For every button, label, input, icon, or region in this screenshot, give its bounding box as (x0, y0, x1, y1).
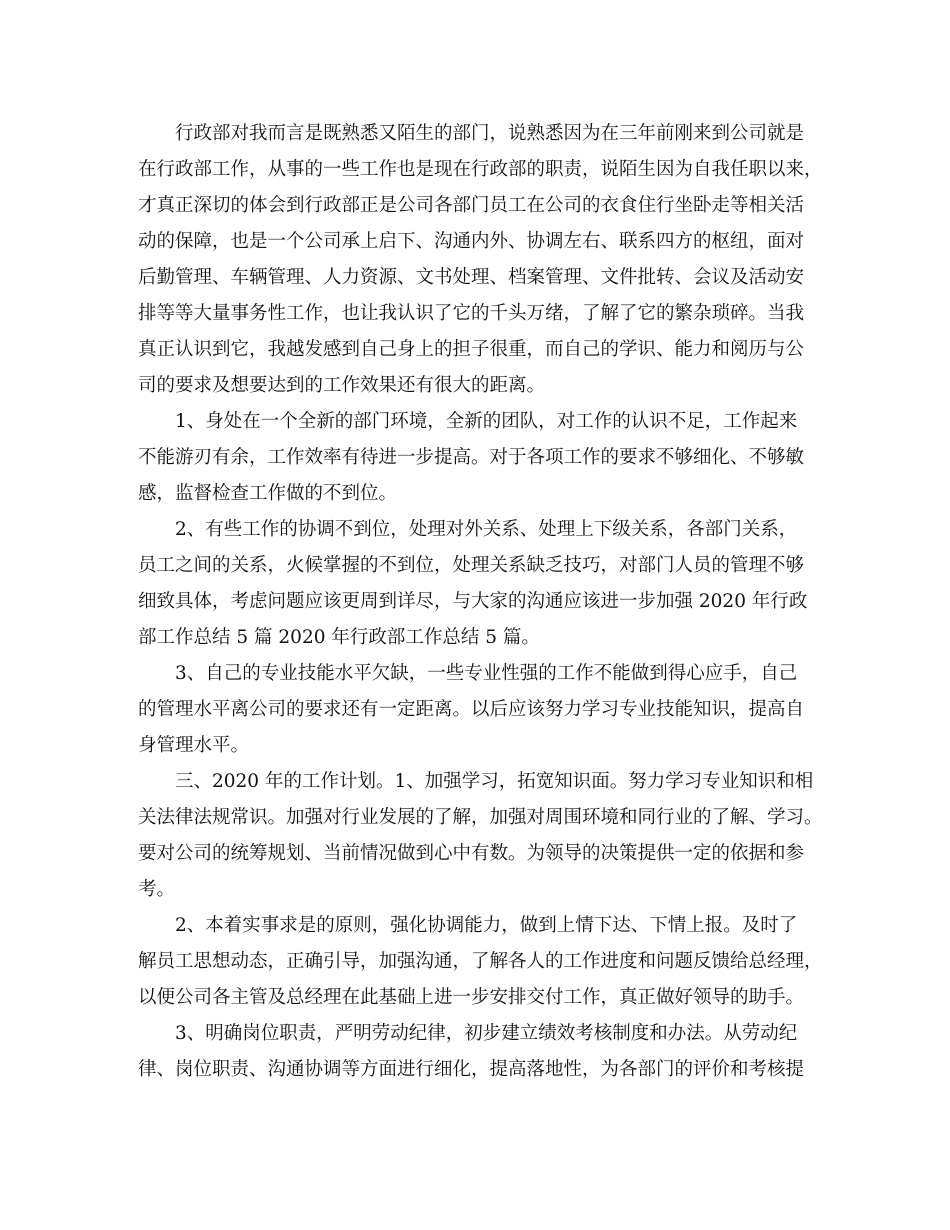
text-line: 细致具体，考虑问题应该更周到详尽，与大家的沟通应该进一步加强 2020 年行政 (138, 591, 808, 612)
text-line: 不能游刃有余，工作效率有待进一步提高。对于各项工作的要求不够细化、不够敏 (138, 447, 805, 468)
text-line: 考。 (138, 879, 176, 900)
text-line: 2、本着实事求是的原则，强化协调能力，做到上情下达、下情上报。及时了 (175, 915, 798, 936)
text-line: 3、自己的专业技能水平欠缺，一些专业性强的工作不能做到得心应手，自己 (175, 663, 798, 684)
text-line: 2、有些工作的协调不到位，处理对外关系、处理上下级关系，各部门关系， (175, 519, 798, 540)
text-line: 解员工思想动态，正确引导，加强沟通，了解各人的工作进度和问题反馈给总经理， (138, 951, 823, 972)
text-line: 排等等大量事务性工作，也让我认识了它的千头万绪，了解了它的繁杂琐碎。当我 (138, 303, 805, 324)
text-line: 1、身处在一个全新的部门环境，全新的团队，对工作的认识不足，工作起来 (175, 411, 798, 432)
text-line: 员工之间的关系，火候掌握的不到位，处理关系缺乏技巧，对部门人员的管理不够 (138, 555, 805, 576)
text-line: 以便公司各主管及总经理在此基础上进一步安排交付工作，真正做好领导的助手。 (138, 987, 805, 1008)
text-line: 三、2020 年的工作计划。1、加强学习，拓宽知识面。努力学习专业知识和相 (175, 771, 814, 792)
text-line: 感，监督检查工作做的不到位。 (138, 483, 398, 504)
text-line: 行政部对我而言是既熟悉又陌生的部门，说熟悉因为在三年前刚来到公司就是 (175, 123, 805, 144)
text-line: 真正认识到它，我越发感到自己身上的担子很重，而自己的学识、能力和阅历与公 (138, 339, 805, 360)
text-line: 动的保障，也是一个公司承上启下、沟通内外、协调左右、联系四方的枢纽，面对 (138, 231, 805, 252)
text-line: 才真正深切的体会到行政部正是公司各部门员工在公司的衣食住行坐卧走等相关活 (138, 195, 805, 216)
text-line: 关法律法规常识。加强对行业发展的了解，加强对周围环境和同行业的了解、学习。 (138, 807, 823, 828)
text-line: 的管理水平离公司的要求还有一定距离。以后应该努力学习专业技能知识，提高自 (138, 699, 805, 720)
text-line: 后勤管理、车辆管理、人力资源、文书处理、档案管理、文件批转、会议及活动安 (138, 267, 805, 288)
text-line: 在行政部工作，从事的一些工作也是现在行政部的职责，说陌生因为自我任职以来， (138, 159, 823, 180)
text-line: 司的要求及想要达到的工作效果还有很大的距离。 (138, 375, 546, 396)
text-line: 身管理水平。 (138, 735, 250, 756)
text-line: 要对公司的统筹规划、当前情况做到心中有数。为领导的决策提供一定的依据和参 (138, 843, 805, 864)
text-line: 部工作总结 5 篇 2020 年行政部工作总结 5 篇。 (138, 627, 540, 648)
text-line: 律、岗位职责、沟通协调等方面进行细化，提高落地性，为各部门的评价和考核提 (138, 1059, 805, 1080)
text-line: 3、明确岗位职责，严明劳动纪律，初步建立绩效考核制度和办法。从劳动纪 (175, 1023, 798, 1044)
